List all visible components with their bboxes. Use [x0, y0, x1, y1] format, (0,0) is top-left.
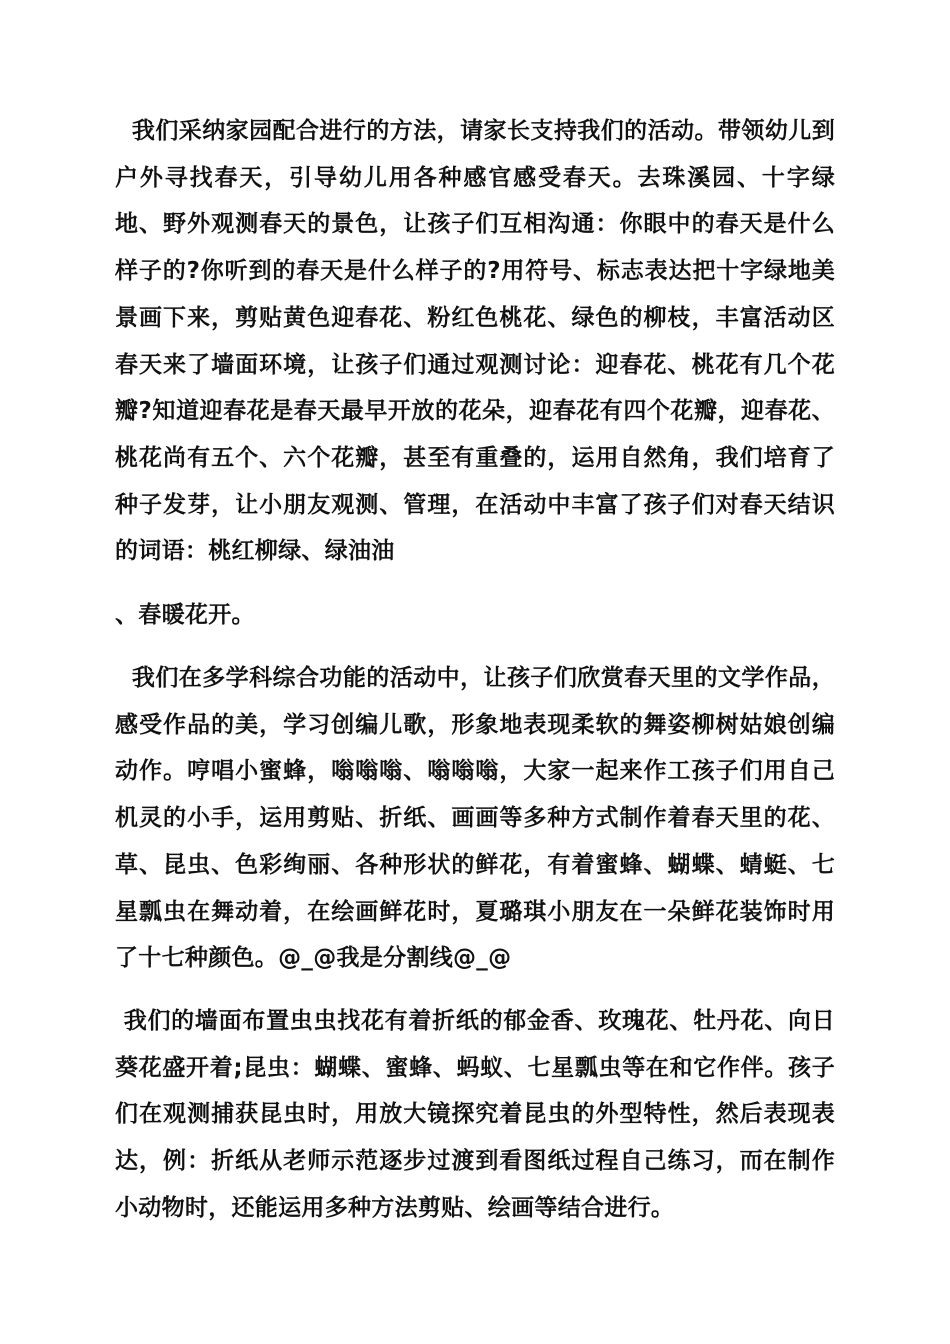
- paragraph-literature-activities: 我们在多学科综合功能的活动中，让孩子们欣赏春天里的文学作品，感受作品的美，学习创编儿歌，形象地表现柔软的舞姿柳树姑娘创编动作。哼唱小蜜蜂，嗡嗡嗡、嗡嗡嗡，大家一起来作工孩子们用自己机灵的小手，运用剪贴、折纸、画画等多种方式制作着春天里的花、草、昆虫、色彩绚丽、各种形状的鲜花，有着蜜蜂、蝴蝶、蜻蜓、七星瓢虫在舞动着，在绘画鲜花时，夏璐琪小朋友在一朵鲜花装饰时用了十七种颜色。@_@我是分割线@_@: [115, 665, 835, 972]
- paragraph-continuation: 、春暖花开。: [115, 602, 255, 628]
- paragraph-outdoor-spring: 我们采纳家园配合进行的方法，请家长支持我们的活动。带领幼儿到户外寻找春天，引导幼儿用各种感官感受春天。去珠溪园、十字绿地、野外观测春天的景色，让孩子们互相沟通：你眼中的春天是什么样子的?你听到的春天是什么样子的?用符号、标志表达把十字绿地美景画下来，剪贴黄色迎春花、粉红色桃花、绿色的柳枝，丰富活动区春天来了墙面环境，让孩子们通过观测讨论：迎春花、桃花有几个花瓣?知道迎春花是春天最早开放的花朵，迎春花有四个花瓣，迎春花、桃花尚有五个、六个花瓣，甚至有重叠的，运用自然角，我们培育了种子发芽，让小朋友观测、管理，在活动中丰富了孩子们对春天结识的词语：桃红柳绿、绿油油: [115, 118, 835, 565]
- paragraph-wall-decoration: 我们的墙面布置虫虫找花有着折纸的郁金香、玫瑰花、牡丹花、向日葵花盛开着;昆虫：蝴蝶、蜜蜂、蚂蚁、七星瓢虫等在和它作伴。孩子们在观测捕获昆虫时，用放大镜探究着昆虫的外型特性，然后表现表达，例：折纸从老师示范逐步过渡到看图纸过程自己练习，而在制作小动物时，还能运用多种方法剪贴、绘画等结合进行。: [115, 1008, 835, 1221]
